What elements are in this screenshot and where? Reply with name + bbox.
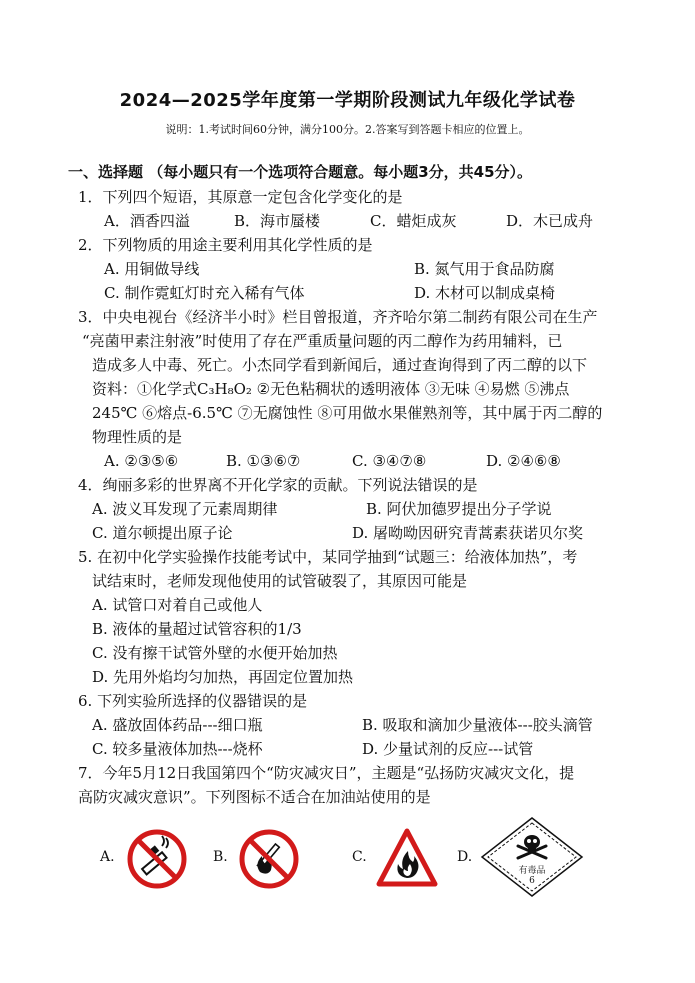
q2-option-d: D. 木材可以制成桌椅 bbox=[414, 284, 556, 302]
q7-option-b-label: B. bbox=[213, 849, 228, 865]
q3-option-a: A. ②③⑤⑥ bbox=[104, 452, 179, 470]
q4-option-c: C. 道尔顿提出原子论 bbox=[92, 524, 233, 542]
q1-option-b: B．海市蜃楼 bbox=[234, 212, 321, 230]
q3-line-5: 245℃ ⑥熔点-6.5℃ ⑦无腐蚀性 ⑧可用做水果催熟剂等，其中属于丙二醇的 bbox=[92, 404, 603, 422]
q1-option-a: A．酒香四溢 bbox=[104, 212, 190, 230]
q7-option-a-label: A. bbox=[100, 849, 115, 865]
q2-option-c: C. 制作霓虹灯时充入稀有气体 bbox=[104, 284, 305, 302]
no-open-flame-icon bbox=[238, 828, 300, 890]
q2-option-a: A. 用铜做导线 bbox=[104, 260, 200, 278]
toxic-label: 有毒品 bbox=[518, 866, 546, 876]
q5-option-b: B. 液体的量超过试管容积的1/3 bbox=[92, 620, 302, 638]
q3-line-2: “亮菌甲素注射液”时使用了存在严重质量问题的丙二醇作为药用辅料，已 bbox=[82, 332, 563, 350]
q3-option-b: B. ①③⑥⑦ bbox=[226, 452, 301, 470]
q7-option-d-label: D. bbox=[457, 849, 473, 865]
q5-option-a: A. 试管口对着自己或他人 bbox=[92, 596, 263, 614]
q4-option-a: A. 波义耳发现了元素周期律 bbox=[92, 500, 278, 518]
q7-option-c-label: C. bbox=[352, 849, 367, 865]
q4-option-b: B. 阿伏加德罗提出分子学说 bbox=[366, 500, 552, 518]
q1-option-d: D．木已成舟 bbox=[506, 212, 594, 230]
section-heading: 一、选择题 （每小题只有一个选项符合题意。每小题3分，共45分）。 bbox=[68, 163, 533, 181]
q6-option-a: A. 盛放固体药品---细口瓶 bbox=[92, 716, 263, 734]
q6-stem: 6. 下列实验所选择的仪器错误的是 bbox=[78, 692, 308, 710]
q3-option-c: C. ③④⑦⑧ bbox=[352, 452, 427, 470]
q5-option-c: C. 没有擦干试管外壁的水便开始加热 bbox=[92, 644, 338, 662]
q3-line-3: 造成多人中毒、死亡。小杰同学看到新闻后，通过查询得到了丙二醇的以下 bbox=[92, 356, 588, 374]
q3-line-4: 资料：①化学式C₃H₈O₂ ②无色粘稠状的透明液体 ③无味 ④易燃 ⑤沸点 bbox=[92, 380, 570, 398]
q5-line-1: 5. 在初中化学实验操作技能考试中，某同学抽到“试题三：给液体加热”，考 bbox=[78, 548, 578, 566]
q5-line-2: 试结束时，老师发现他使用的试管破裂了，其原因可能是 bbox=[92, 572, 468, 590]
q1-stem: 1．下列四个短语，其原意一定包含化学变化的是 bbox=[78, 188, 403, 206]
q1-option-c: C．蜡炬成灰 bbox=[370, 212, 457, 230]
q3-line-6: 物理性质的是 bbox=[92, 428, 183, 446]
no-smoking-icon bbox=[126, 828, 188, 890]
toxic-class-number: 6 bbox=[529, 876, 535, 886]
q7-line-1: 7．今年5月12日我国第四个“防灾减灾日”，主题是“弘扬防灾减灾文化，提 bbox=[78, 764, 575, 782]
q7-line-2: 高防灾减灾意识”。下列图标不适合在加油站使用的是 bbox=[78, 788, 431, 806]
q2-option-b: B. 氮气用于食品防腐 bbox=[414, 260, 555, 278]
q6-option-b: B. 吸取和滴加少量液体---胶头滴管 bbox=[362, 716, 593, 734]
q3-line-1: 3．中央电视台《经济半小时》栏目曾报道，齐齐哈尔第二制药有限公司在生产 bbox=[78, 308, 598, 326]
q5-option-d: D. 先用外焰均匀加热，再固定位置加热 bbox=[92, 668, 354, 686]
toxic-hazard-icon bbox=[480, 816, 584, 898]
q6-option-d: D. 少量试剂的反应---试管 bbox=[362, 740, 534, 758]
flammable-warning-icon bbox=[376, 828, 438, 888]
q2-stem: 2．下列物质的用途主要利用其化学性质的是 bbox=[78, 236, 373, 254]
page-title: 2024—2025学年度第一学期阶段测试九年级化学试卷 bbox=[119, 90, 576, 111]
q6-option-c: C. 较多量液体加热---烧杯 bbox=[92, 740, 263, 758]
q4-option-d: D. 屠呦呦因研究青蒿素获诺贝尔奖 bbox=[352, 524, 584, 542]
q3-option-d: D. ②④⑥⑧ bbox=[486, 452, 561, 470]
exam-note: 说明：1.考试时间60分钟，满分100分。2.答案写到答题卡相应的位置上。 bbox=[165, 123, 530, 136]
q4-stem: 4．绚丽多彩的世界离不开化学家的贡献。下列说法错误的是 bbox=[78, 476, 478, 494]
